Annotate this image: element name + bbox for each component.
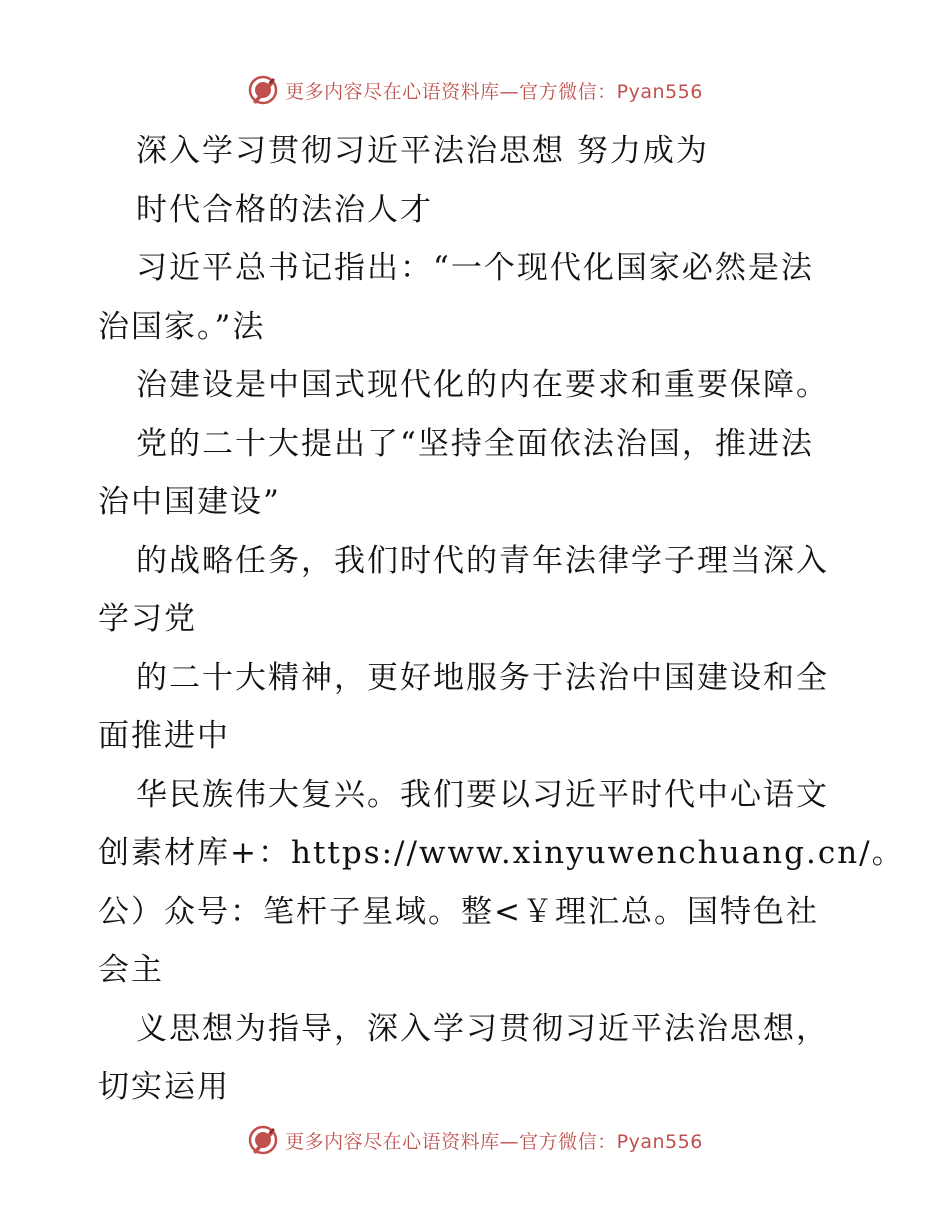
paragraph-line: 治中国建设” bbox=[98, 484, 281, 520]
paragraph-line: 治国家。”法 bbox=[98, 308, 266, 345]
quill-seal-logo-icon bbox=[247, 74, 279, 106]
paragraph-line: 党的二十大提出了“坚持全面依法治国，推进法 bbox=[136, 425, 814, 462]
paragraph-line: 的战略任务，我们时代的青年法律学子理当深入 bbox=[136, 542, 829, 579]
paragraph-line: 华民族伟大复兴。我们要以习近平时代中心语文 bbox=[136, 776, 829, 813]
footer-watermark-text: 更多内容尽在心语资料库—官方微信：Pyan556 bbox=[285, 1130, 703, 1153]
footer-watermark-banner bbox=[0, 1120, 950, 1160]
paragraph-line: 学习党 bbox=[98, 601, 197, 637]
paragraph-line: 的二十大精神，更好地服务于法治中国建设和全 bbox=[136, 659, 829, 696]
header-watermark-banner bbox=[0, 70, 950, 110]
paragraph-line: 公）众号：笔杆子星域。整<￥理汇总。国特色社 bbox=[98, 893, 819, 930]
paragraph-line: 面推进中 bbox=[98, 718, 230, 754]
quill-seal-logo-icon bbox=[247, 1124, 279, 1156]
paragraph-line: 会主 bbox=[98, 952, 164, 988]
paragraph-line-url: 创素材库+：https://www.xinyuwenchuang.cn/。 bbox=[98, 835, 905, 871]
document-title-line-2: 时代合格的法治人才 bbox=[136, 191, 433, 228]
paragraph-line: 义思想为指导，深入学习贯彻习近平法治思想， bbox=[136, 1010, 829, 1047]
header-watermark-text: 更多内容尽在心语资料库—官方微信：Pyan556 bbox=[285, 80, 703, 103]
paragraph-line: 切实运用 bbox=[98, 1069, 230, 1105]
paragraph-line: 治建设是中国式现代化的内在要求和重要保障。 bbox=[136, 367, 829, 403]
document-body bbox=[98, 122, 905, 1117]
paragraph-line: 习近平总书记指出：“一个现代化国家必然是法 bbox=[136, 250, 814, 286]
document-title-line-1: 深入学习贯彻习近平法治思想 努力成为 bbox=[136, 133, 709, 169]
